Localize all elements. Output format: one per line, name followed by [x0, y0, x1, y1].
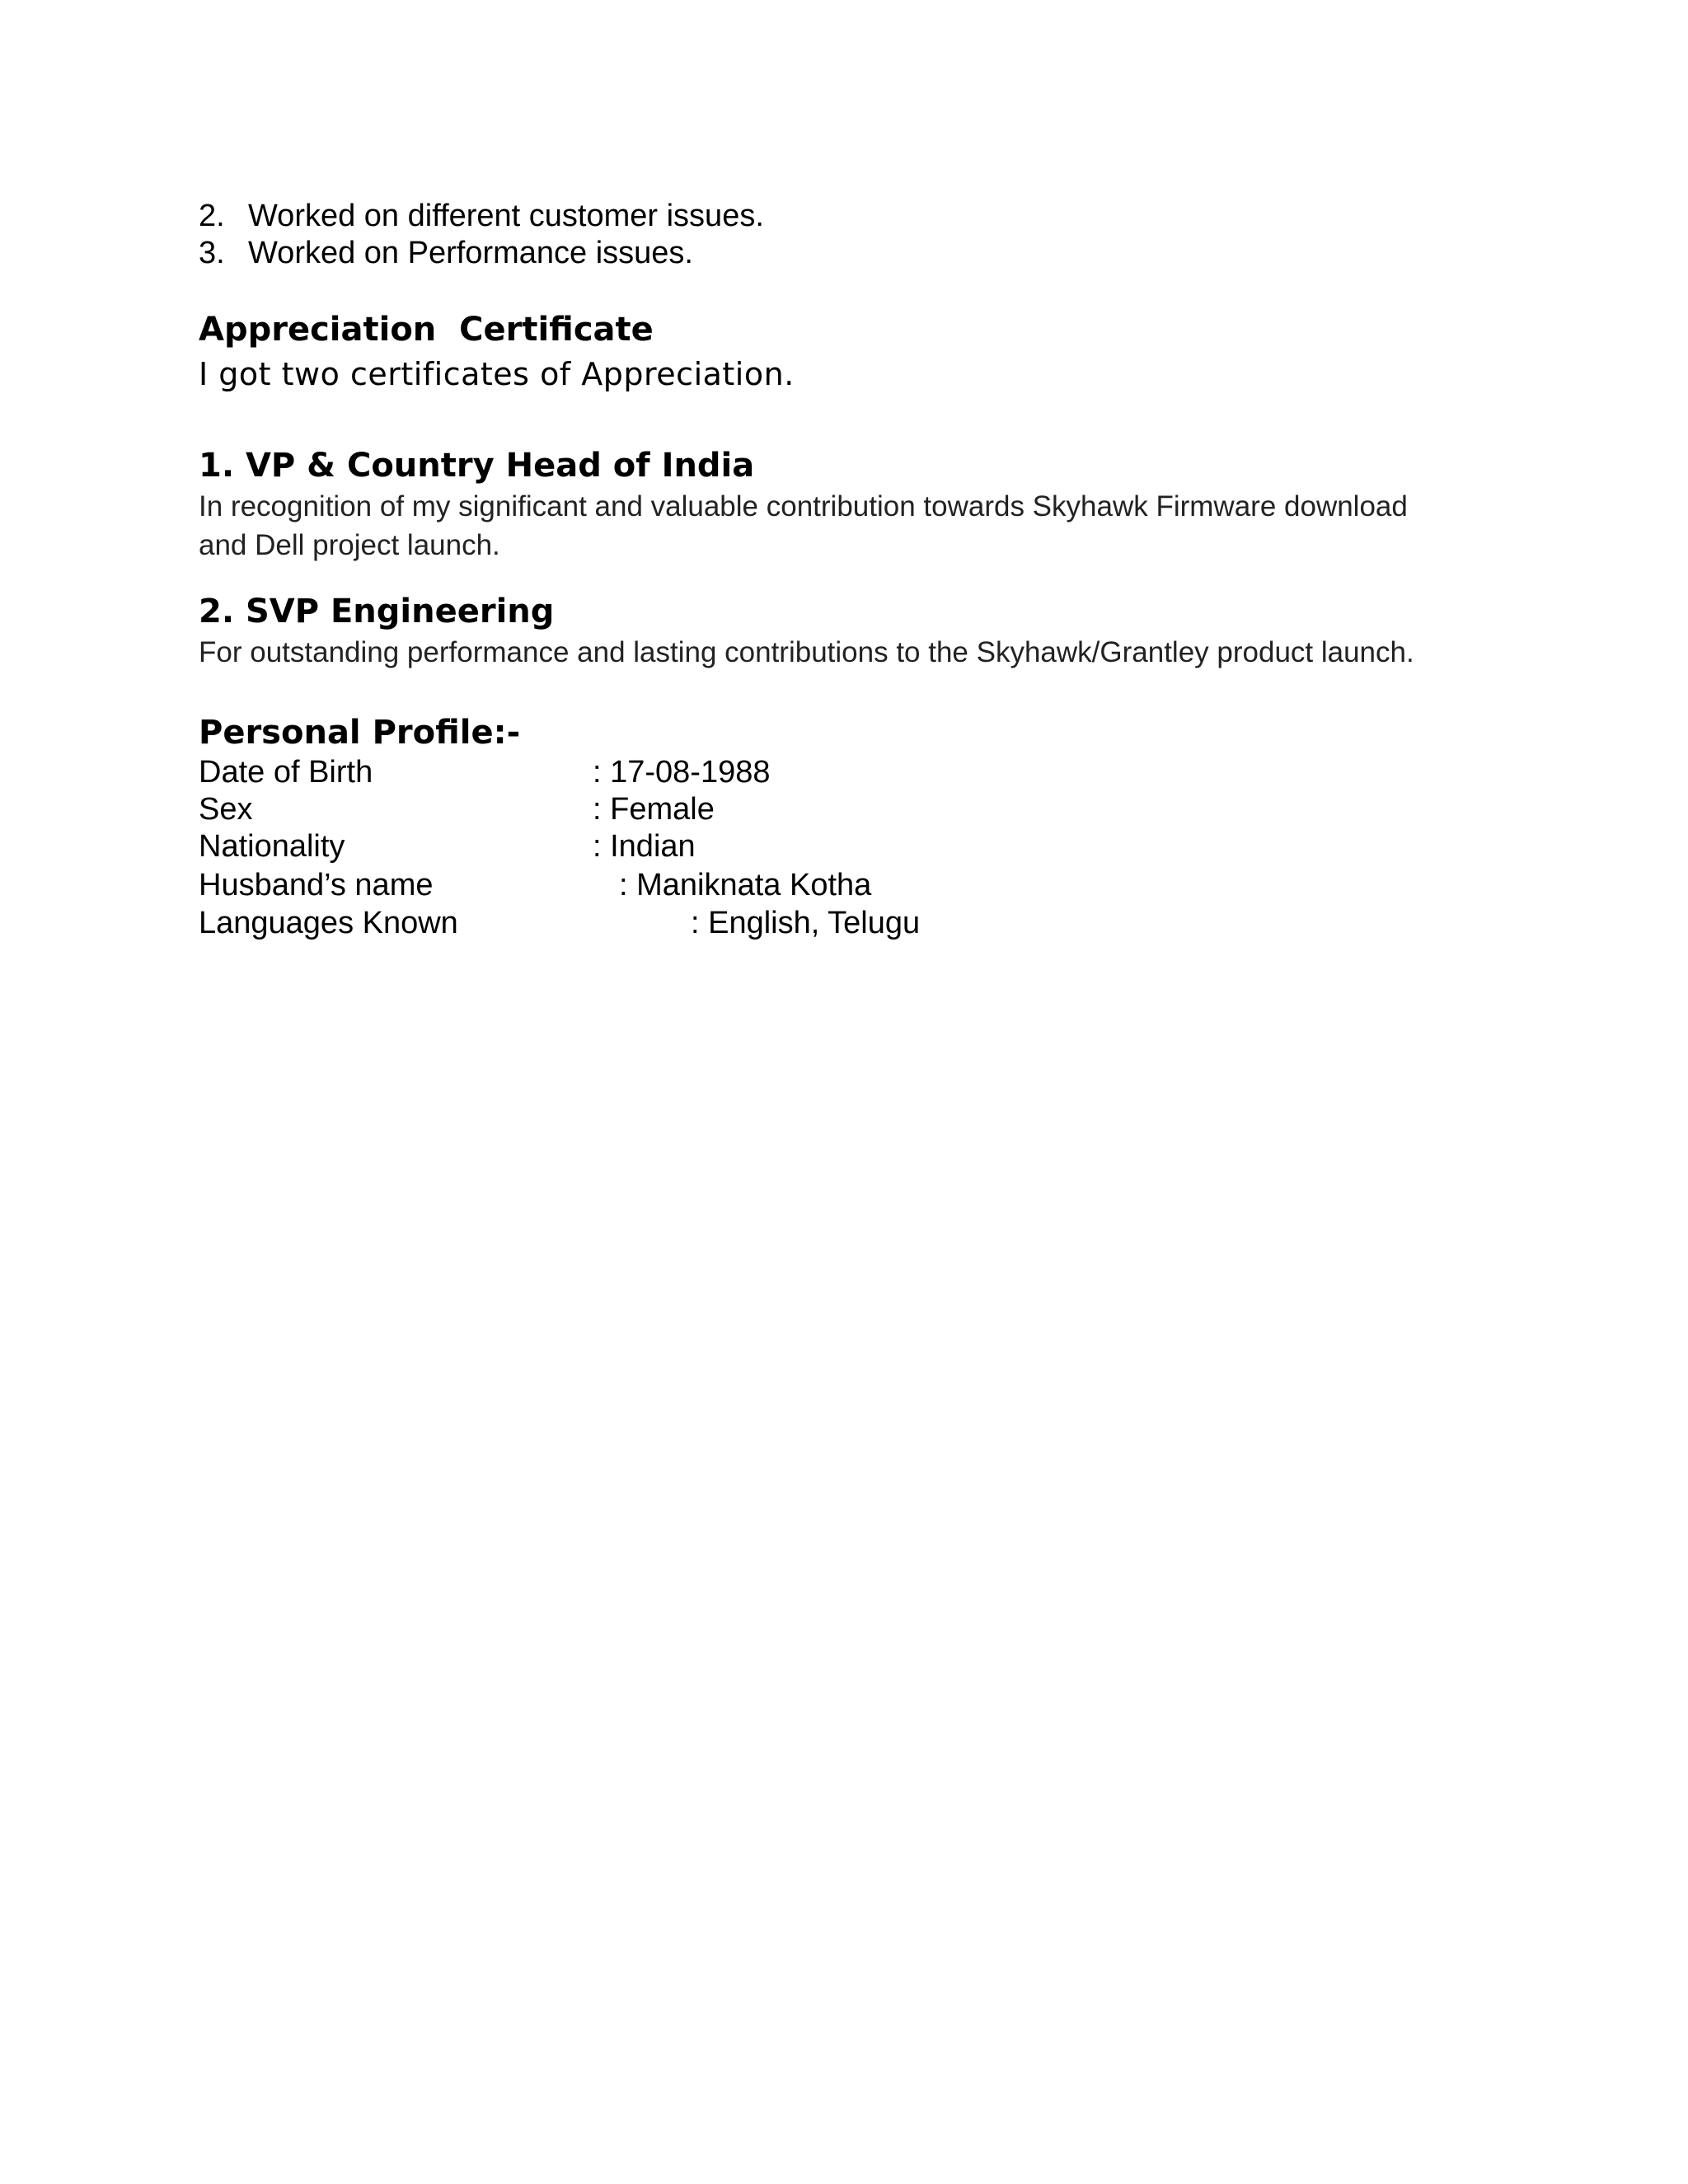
profile-row [199, 868, 1188, 903]
list-item [199, 236, 693, 271]
profile-row [199, 792, 1188, 827]
profile-label: Languages Known [199, 906, 458, 940]
profile-label: Husband’s name [199, 868, 434, 902]
appreciation-intro: I got two certificates of Appreciation. [199, 356, 795, 392]
profile-value: : Female [593, 792, 715, 827]
list-item-number: 2. [199, 199, 225, 233]
profile-label: Date of Birth [199, 755, 373, 790]
certificate-title: 2. SVP Engineering [199, 593, 555, 630]
profile-value: : English, Telugu [691, 906, 921, 940]
certificate-description: In recognition of my significant and valuable contribution towards Skyhawk Firmware download [199, 490, 1408, 523]
list-item-text: Worked on different customer issues. [248, 199, 764, 233]
profile-row [199, 755, 1188, 790]
list-item-number: 3. [199, 236, 225, 270]
profile-heading: Personal Profile:- [199, 714, 521, 752]
list-item [199, 199, 764, 234]
profile-label: Sex [199, 792, 253, 827]
profile-value: : Indian [593, 829, 696, 864]
profile-value: : 17-08-1988 [593, 755, 771, 790]
appreciation-heading: Appreciation Certificate [199, 311, 654, 349]
profile-row [199, 829, 1188, 865]
certificate-description: and Dell project launch. [199, 529, 500, 561]
profile-label: Nationality [199, 829, 345, 864]
list-item-text: Worked on Performance issues. [248, 236, 693, 270]
certificate-title: 1. VP & Country Head of India [199, 447, 755, 485]
certificate-description: For outstanding performance and lasting contributions to the Skyhawk/Grantley product launch. [199, 636, 1414, 668]
profile-value: : Maniknata Kotha [619, 868, 872, 902]
profile-row [199, 906, 1188, 941]
